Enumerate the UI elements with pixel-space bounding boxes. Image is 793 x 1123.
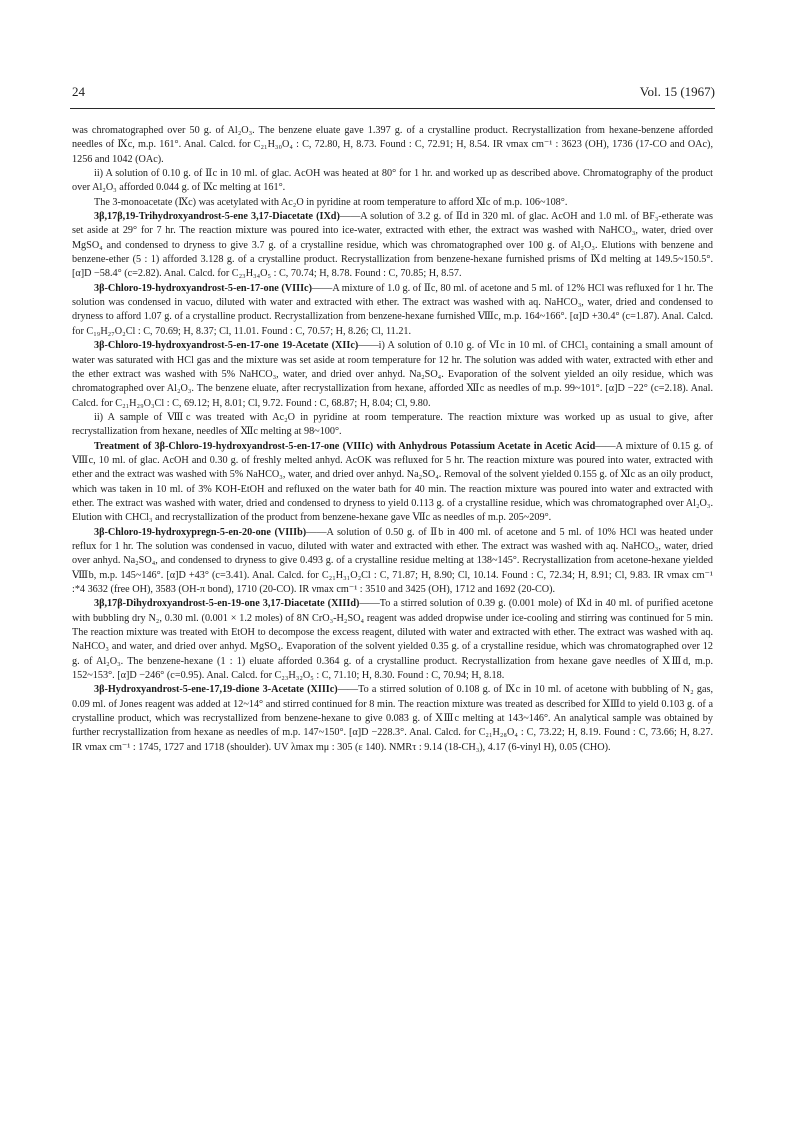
paragraph-text: ——To a stirred solution of 0.108 g. of Ⅸc in 10 ml. of acetone with bubbling of N₂ gas, 0.09 ml. of Jones reagent was added at 12~14° and stirred continued for 8 min. The reaction mixture was treated as described for ⅩⅢd to yield 0.103 g. of a crystalline product, which was recrystallized from benzene-hexane to give 0.083 g. of ⅩⅢc melting at 143~146°. An analytical sample was obtained by further recrystallization from hexane as needles of m.p. 147~150°. [α]D −228.3°. Anal. Calcd. for C₂₁H₂₈O₄ : C, 73.22; H, 8.19. Found : C, 73.66; H, 8.27. IR νmax cm⁻¹ : 1745, 1727 and 1718 (shoulder). UV λmax mμ : 305 (ε 140). NMRτ : 9.14 (18-CH₃), 4.17 (6-vinyl H), 0.05 (CHO). bbox=[72, 684, 713, 753]
paragraph-text: ——A mixture of 0.15 g. of Ⅷc, 10 ml. of glac. AcOH and 0.30 g. of freshly melted anhyd. AcOK was refluxed for 5 hr. The reaction mixture was poured into water, extracted with ether and the extract was washed with 5% NaHCO₃, water, and dried over anhyd. Na₂SO₄. Removal of the solvent yielded 0.155 g. of Ⅺc as an oily product, which was taken in 10 ml. of 3% KOH-EtOH and refluxed on the water bath for 40 min. The reaction mixture was poured into water and extracted with ether. The extract was washed with water, dried and condensed to dryness to yield 0.113 g. of a crystalline residue, which was chromatographed over Al₂O₃. Elution with CHCl₃ and recrystallization of the product from benzene-hexane gave Ⅶc as needles of m.p. 205~209°. bbox=[72, 440, 713, 524]
compound-heading: Treatment of 3β-Chloro-19-hydroxyandrost-5-en-17-one (VIIIc) with Anhydrous Potassium Acetate in Acetic Acid bbox=[94, 440, 596, 452]
paragraph-monoacetate bbox=[72, 196, 713, 210]
paragraph-method-ii bbox=[72, 167, 713, 196]
compound-heading: 3β-Chloro-19-hydroxyandrost-5-en-17-one 19-Acetate (XIIc) bbox=[94, 340, 359, 352]
paragraph-text: The 3-monoacetate (Ⅸc) was acetylated with Ac₂O in pyridine at room temperature to afford Ⅺc of m.p. 106~108°. bbox=[94, 196, 568, 208]
paragraph-ixd bbox=[72, 210, 713, 282]
paragraph-text: ——A solution of 0.50 g. of Ⅱb in 400 ml. of acetone and 5 ml. of 10% HCl was heated under reflux for 1 hr. The solution was condensed in vacuo, diluted with water and extracted with ether. The extract was washed with aq. NaHCO₃, water, dried over anhyd. Na₂SO₄, and condensed to dryness to give 0.493 g. of a crystalline residue melting at 138~145°. Recrystallization from acetone-hexane yielded Ⅷb, m.p. 145~146°. [α]D +43° (c=3.41). Anal. Calcd. for C₂₁H₃₁O₂Cl : C, 71.87; H, 8.90; Cl, 10.14. Found : C, 72.34; H, 8.91; Cl, 9.83. IR νmax cm⁻¹ :*4 3632 (free OH), 3583 (OH-π bond), 1710 (20-CO). IR νmax cm⁻¹ : 3510 and 3425 (OH), 1712 and 1692 (20-CO). bbox=[72, 526, 713, 595]
experimental-section bbox=[72, 124, 713, 755]
compound-heading: 3β-Hydroxyandrost-5-ene-17,19-dione 3-Acetate (XIIIc) bbox=[94, 684, 338, 696]
compound-heading: 3β-Chloro-19-hydroxypregn-5-en-20-one (VIIIb) bbox=[94, 526, 307, 538]
page-number: 24 bbox=[72, 84, 85, 99]
paragraph-acok-treatment bbox=[72, 440, 713, 526]
journal-volume: Vol. 15 (1967) bbox=[639, 84, 715, 99]
paragraph-text: was chromatographed over 50 g. of Al₂O₃. The benzene eluate gave 1.397 g. of a crystalline product. Recrystallization from hexane-benzene afforded needles of Ⅸc, m.p. 161°. Anal. Calcd. for C₂₁H₃₀O₄ : C, 72.80, H, 8.73. Found : C, 72.91; H, 8.54. IR νmax cm⁻¹ : 3623 (OH), 1736 (17-CO and OAc), 1256 and 1042 (OAc). bbox=[72, 125, 713, 165]
paragraph-xiiid bbox=[72, 597, 713, 683]
compound-heading: 3β,17β,19-Trihydroxyandrost-5-ene 3,17-Diacetate (IXd) bbox=[94, 211, 340, 223]
paragraph-xiic-ii bbox=[72, 411, 713, 440]
paragraph-viiic bbox=[72, 282, 713, 339]
paragraph-text: ——A mixture of 1.0 g. of Ⅱc, 80 ml. of acetone and 5 ml. of 12% HCl was refluxed for 1 hr. The solution was condensed in vacuo, diluted with water and extracted with ether. The extract was washed with aq. NaHCO₃, water, dried and condensed to dryness to afford 1.07 g. of a crystalline product. Recrystallization from benzene-hexane furnished Ⅷc, m.p. 164~166°. [α]D +30.4° (c=1.87). Anal. Calcd. for C₁₉H₂₇O₂Cl : C, 70.69; H, 8.37; Cl, 11.01. Found : C, 70.57; H, 8.26; Cl, 11.21. bbox=[72, 282, 714, 337]
page-header bbox=[70, 84, 715, 106]
paragraph-xiiic bbox=[72, 683, 713, 755]
header-rule bbox=[70, 108, 715, 109]
paragraph-xiic bbox=[72, 339, 713, 411]
paragraph-text: ii) A solution of 0.10 g. of Ⅱc in 10 ml. of glac. AcOH was heated at 80° for 1 hr. and worked up as described above. Chromatography of the product over Al₂O₃ afforded 0.044 g. of Ⅸc melting at 161°. bbox=[72, 168, 713, 194]
paragraph-text: ii) A sample of Ⅷc was treated with Ac₂O in pyridine at room temperature. The reaction mixture was worked up as usual to give, after recrystallization from hexane, needles of Ⅻc melting at 98~100°. bbox=[72, 411, 713, 438]
paragraph-text: ——i) A solution of 0.10 g. of Ⅵc in 10 ml. of CHCl₃ containing a small amount of water was saturated with HCl gas and the mixture was set aside at room temperature for 12 hr. The solution was added with water, extracted with ether and the ether extract was washed with 5% NaHCO₃, water, and dried over anhyd. Na₂SO₄. Evaporation of the solvent yielded an oily residue, which was chromatographed over Al₂O₃. The benzene eluate, after recrystallization from hexane, afforded Ⅻc as needles of m.p. 99~101°. [α]D −22° (c=2.18). Anal. Calcd. for C₂₁H₂₉O₃Cl : C, 69.12; H, 8.01; Cl, 9.72. Found : C, 68.87; H, 8.04; Cl, 9.80. bbox=[72, 340, 713, 409]
compound-heading: 3β,17β-Dihydroxyandrost-5-en-19-one 3,17-Diacetate (XIIId) bbox=[94, 598, 360, 610]
paragraph-viiib bbox=[72, 526, 713, 598]
paragraph-text: ——A solution of 3.2 g. of Ⅱd in 320 ml. of glac. AcOH and 1.0 ml. of BF₃-etherate was set aside at 29° for 7 hr. The reaction mixture was poured into ice-water, extracted with ether, the extract was washed with NaHCO₃, water, dried over MgSO₄ and condensed to dryness to give 3.7 g. of a crystalline residue, which was chromatographed over 100 g. of Al₂O₃. Elutions with benzene and benzene-ether (5 : 1) afforded 3.128 g. of a crystalline product. Recrystallization from benzene-hexane furnished prisms of Ⅸd melting at 149.5~150.5°. [α]D −58.4° (c=2.82). Anal. Calcd. for C₂₃H₃₄O₅ : C, 70.74; H, 8.78. Found : C, 70.85; H, 8.57. bbox=[72, 211, 713, 280]
paragraph-chromatography-result bbox=[72, 124, 713, 167]
paragraph-text: ——To a stirred solution of 0.39 g. (0.001 mole) of Ⅸd in 40 ml. of purified acetone with bubbling dry N₂, 0.30 ml. (0.001 × 1.2 moles) of 8N CrO₃-H₂SO₄ reagent was added dropwise under ice-cooling and stirring was continued for 5 min. The reaction mixture was treated with EtOH to decompose the excess reagent, diluted with water and extracted with ether. The extract was washed with aq. NaHCO₃ and water, and dried over anhyd. MgSO₄. Evaporation of the solvent yielded 0.35 g. of a crystalline residue, which was chromatographed over 12 g. of Al₂O₃. The benzene-hexane (1 : 1) eluate afforded 0.364 g. of a crystalline product. Recrystallization from hexane gave needles of ⅩⅢd, m.p. 152~153°. [α]D −246° (c=0.95). Anal. Calcd. for C₂₃H₃₂O₅ : C, 71.10; H, 8.30. Found : C, 70.94; H, 8.18. bbox=[72, 598, 713, 682]
compound-heading: 3β-Chloro-19-hydroxyandrost-5-en-17-one (VIIIc) bbox=[94, 282, 312, 294]
